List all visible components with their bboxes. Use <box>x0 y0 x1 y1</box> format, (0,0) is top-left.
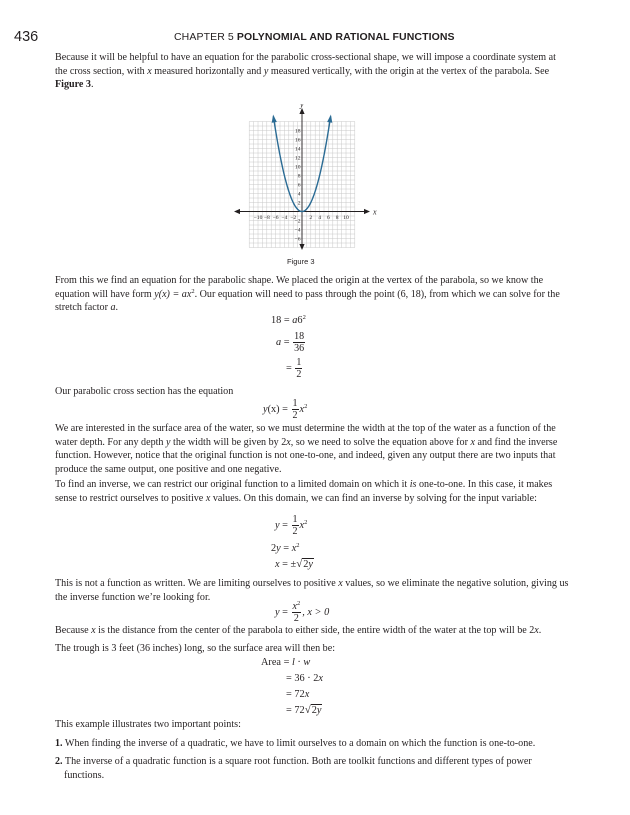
radicand <box>311 704 323 716</box>
y-tick-label: 4 <box>297 191 301 198</box>
x-tick-label: −4 <box>281 215 288 221</box>
math-run: 2 <box>303 559 309 570</box>
list-item <box>55 755 569 782</box>
y-tick-label: 8 <box>297 173 301 180</box>
x-tick-label: 10 <box>343 215 349 221</box>
text-run: To find an inverse, we can restrict our original function to a limited domain on which it <box>55 479 410 490</box>
text-run: We are interested in the surface area of the water, so we must determine the width at the top of the water as a function of the water depth. For any depth <box>55 423 556 448</box>
numerator: 1 <box>296 357 302 368</box>
math-run: (x) = <box>267 403 291 415</box>
var-y: y <box>275 519 280 531</box>
chapter-heading <box>174 31 455 43</box>
fraction <box>295 357 302 380</box>
numerator: 1 <box>292 398 298 409</box>
axes <box>234 108 370 250</box>
exponent: 2 <box>296 542 300 549</box>
square-root <box>296 558 314 570</box>
math-run: Area = <box>261 657 292 668</box>
text-run: measured vertically, with the origin at the vertex of the parabola. See <box>268 65 550 77</box>
denominator: 2 <box>292 526 298 537</box>
y-tick-label: 18 <box>294 128 301 135</box>
math-run: = <box>280 543 292 554</box>
paragraph-equation-intro: Our parabolic cross section has the equation <box>55 386 234 397</box>
var-y: y <box>276 543 281 554</box>
var-a: a <box>292 315 298 326</box>
x-tick-label: −6 <box>272 215 279 221</box>
var-x: x <box>275 559 280 570</box>
math-run: · <box>294 657 304 668</box>
figure-reference: Figure 3 <box>55 79 91 91</box>
var-x: x <box>147 65 152 77</box>
text-run: Because <box>55 625 92 636</box>
y-tick-label: 10 <box>294 164 301 171</box>
paragraph-points: This example illustrates two important points: <box>55 719 241 730</box>
x-tick-label: −2 <box>290 215 297 221</box>
var-l: l <box>291 657 295 668</box>
radical-sign: √ <box>304 704 311 716</box>
y-tick-label: 16 <box>294 137 301 144</box>
equation-1 <box>271 315 306 326</box>
radical-sign: √ <box>296 558 303 570</box>
equation-2 <box>276 331 306 354</box>
y-tick-label: −6 <box>294 236 301 243</box>
equation-10 <box>286 673 323 684</box>
math-run: = 36 · 2 <box>286 673 319 684</box>
exponent: 2 <box>304 518 308 526</box>
equation-8 <box>275 601 329 624</box>
text-run: one-to-one. In this case, it makes sense to restrict ourselves to positive <box>55 479 553 504</box>
text-run: . Our equation will need to pass through the point (6, 18), from which we can solve for the stretch factor <box>55 288 560 314</box>
list-number: 1. <box>55 738 63 749</box>
var-y: y <box>166 436 171 448</box>
y-tick-label: −2 <box>294 218 301 225</box>
var-x: x <box>91 625 96 636</box>
text-run: . <box>90 79 94 91</box>
fraction <box>292 601 302 624</box>
x-tick-label: 8 <box>335 215 339 221</box>
math-run: = <box>286 362 295 374</box>
text-run: This is not a function as written. We are limiting ourselves to positive <box>55 578 339 589</box>
var-x: x <box>286 436 291 448</box>
x-tick-label: 2 <box>309 215 313 221</box>
y-tick-label: 14 <box>294 146 301 153</box>
math-run: = ± <box>279 559 297 570</box>
x-axis-arrow-right <box>364 209 370 214</box>
exponent: 2 <box>297 600 301 607</box>
equation-7 <box>275 558 314 570</box>
equation-11 <box>286 689 309 700</box>
math-run: 2 <box>271 543 277 554</box>
var-x: x <box>338 578 343 589</box>
paragraph-intro <box>55 51 569 92</box>
math-run: 6 <box>297 315 303 326</box>
x-tick-label: −8 <box>263 215 270 221</box>
x-tick-label: −10 <box>253 215 263 221</box>
list-number: 2. <box>55 756 63 767</box>
x-tick-label: 6 <box>327 215 330 221</box>
numerator: 18 <box>294 331 305 342</box>
text-run: Because it will be helpful to have an equation for the parabolic cross-sectional shape, we will impose a coordinate system at the cross section, with <box>55 52 556 77</box>
var-x: x <box>299 403 305 415</box>
text-run: From this we find an equation for the parabolic shape. We placed the origin at the vertex of the parabola, so we know the equation will have form <box>55 275 544 300</box>
text-run: the width will be given by 2 <box>170 436 287 448</box>
math-run: 18 = <box>271 315 293 326</box>
var-x: x <box>205 492 211 504</box>
text-run: , so we need to solve the equation above for <box>290 436 471 448</box>
var-x: x <box>534 625 539 636</box>
var-w: w <box>303 657 311 668</box>
tick-labels <box>254 129 349 243</box>
var-y: y <box>275 606 280 618</box>
var-a: a <box>110 302 116 314</box>
y-tick-label: 2 <box>297 200 301 207</box>
math-run: = 72 <box>286 705 305 716</box>
text-run: The inverse of a quadratic function is a square root function. Both are toolkit functions and different types of power functions. <box>62 756 532 781</box>
text-run: is the distance from the center of the parabola to either side, the entire width of the water at the top will be 2 <box>95 625 535 636</box>
paragraph-surface-area <box>55 422 569 476</box>
math-run: (x) = ax <box>158 288 192 300</box>
var-y: y <box>316 705 322 716</box>
equation-6 <box>271 543 300 554</box>
y-tick-label: −4 <box>294 227 301 234</box>
equation-4 <box>263 398 307 421</box>
x-axis-label: x <box>373 207 377 217</box>
curve-arrow-right <box>327 114 332 122</box>
radicand <box>302 558 314 570</box>
equation-3 <box>286 357 303 380</box>
figure-caption: Figure 3 <box>287 257 315 266</box>
equation-9 <box>261 657 310 668</box>
exponent: 2 <box>191 287 195 295</box>
text-run: and find the inverse function. However, notice that the original function is not one-to-one, and indeed, given any output there are two inputs that produce the same output, one positive and one negative. <box>55 436 558 475</box>
paragraph-restrict-domain <box>55 478 569 505</box>
text-run: . <box>538 625 542 636</box>
var-y: y <box>308 559 313 570</box>
list-item <box>55 737 569 751</box>
math-run: = <box>281 336 293 348</box>
y-tick-label: 12 <box>294 155 301 162</box>
chapter-title: POLYNOMIAL AND RATIONAL FUNCTIONS <box>236 31 455 43</box>
denominator: 36 <box>294 343 305 354</box>
var-x: x <box>304 689 310 700</box>
exponent: 2 <box>302 314 306 321</box>
x-axis-arrow-left <box>234 209 240 214</box>
math-run: = <box>279 606 291 618</box>
text-run: values, so we eliminate the negative solution, giving us the inverse function we’re looking for. <box>55 578 569 603</box>
equation-12 <box>286 704 322 716</box>
denominator: 2 <box>293 613 299 624</box>
x-tick-label: 4 <box>318 215 321 221</box>
math-run: = <box>279 519 291 531</box>
paragraph-width <box>55 624 569 638</box>
var-x: x <box>291 543 297 554</box>
var-y: y <box>263 65 269 77</box>
paragraph-form <box>55 274 569 315</box>
numerator: 1 <box>292 514 298 525</box>
curve-arrow-left <box>272 114 277 122</box>
y-axis-label: y <box>300 104 304 109</box>
emphasis: is <box>409 479 417 490</box>
text-run: . <box>115 302 119 314</box>
text-run: values. On this domain, we can find an inverse by solving for the input variable: <box>210 492 537 504</box>
fraction <box>292 398 299 421</box>
var-x: x <box>318 673 323 684</box>
var-a: a <box>276 336 282 348</box>
text-run: measured horizontally and <box>151 65 264 77</box>
var-x: x <box>299 519 305 531</box>
equation-5 <box>275 514 307 537</box>
math-run: 2 <box>311 705 317 716</box>
y-axis-arrow-bottom <box>299 244 304 250</box>
denominator: 2 <box>292 410 298 421</box>
domain-condition: , x > 0 <box>302 606 330 618</box>
var-x: x <box>292 601 297 612</box>
denominator: 2 <box>296 369 302 380</box>
chapter-prefix: CHAPTER 5 <box>174 31 234 43</box>
fraction <box>293 331 305 354</box>
square-root <box>305 704 323 716</box>
var-y: y <box>263 403 268 415</box>
exponent: 2 <box>304 402 308 410</box>
numerator <box>292 601 302 613</box>
var-x: x <box>470 436 475 448</box>
var-y: y <box>154 288 159 300</box>
figure-3-graph <box>230 104 380 254</box>
y-tick-label: 6 <box>297 182 301 189</box>
fraction <box>292 514 299 537</box>
math-run: = 72 <box>286 689 305 700</box>
paragraph-trough: The trough is 3 feet (36 inches) long, so the surface area will then be: <box>55 643 336 654</box>
page-number: 436 <box>14 29 39 45</box>
text-run: When finding the inverse of a quadratic, we have to limit ourselves to a domain on which the function is one-to-one. <box>62 738 536 749</box>
